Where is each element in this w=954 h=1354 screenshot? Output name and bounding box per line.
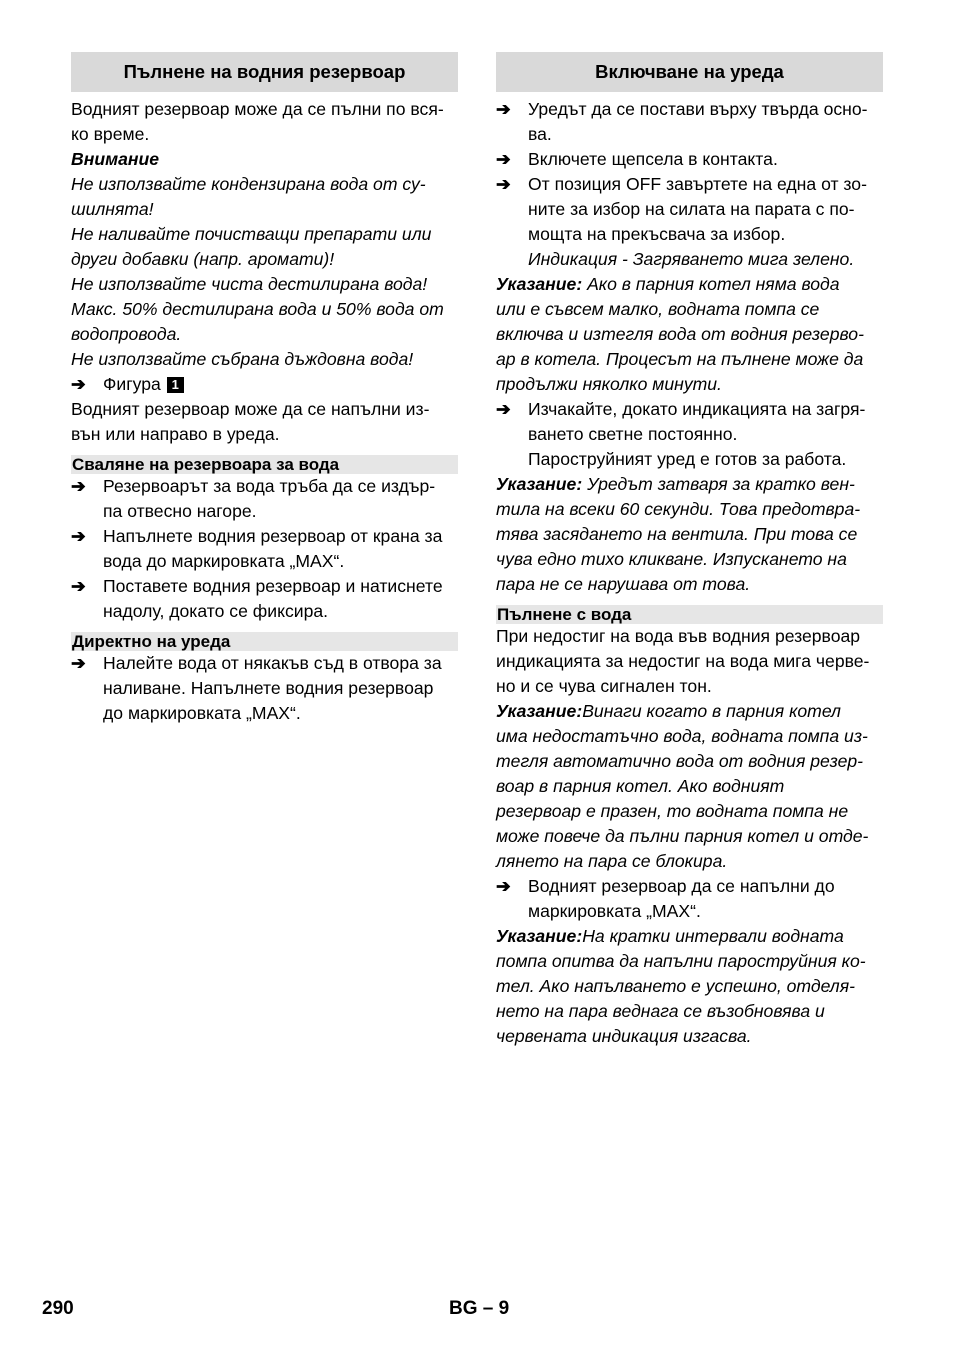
warning-label: Внимание <box>71 149 160 169</box>
list-item: ➔ Поставете водния резервоар и натиснете надолу, докато се фиксира. <box>71 576 443 621</box>
list-item: ➔ Водният резервоар да се напълни до маркировката „MAX“. <box>496 876 835 921</box>
arrow-right-icon: ➔ <box>71 476 86 496</box>
section-title-fill-tank: Пълнене на водния резервоар <box>71 52 458 92</box>
note-2: Указание: Уредът затваря за кратко вен- тила на всеки 60 секунди. Това предотвра- тява засядането на вентила. При това се чува едно тихо кликване. Изпускането на пара не се нарушава от това. <box>496 474 861 594</box>
fill-text: Водният резервоар може да се напълни из- вън или направо в уреда. <box>71 399 430 444</box>
arrow-right-icon: ➔ <box>71 526 86 546</box>
arrow-right-icon: ➔ <box>71 576 86 596</box>
note-3: Указание:Винаги когато в парния котел има недостатъчно вода, водната помпа из- тегля автоматично вода от водния резер- воар в парния котел. Ако водният резервоар е празен, то водната помпа не може повече да пълни парния котел и отде- лянето на пара се блокира. <box>496 701 869 871</box>
arrow-right-icon: ➔ <box>496 99 511 119</box>
note-1: Указание: Ако в парния котел няма вода или е съвсем малко, водната помпа се включва и изтегля вода от водния резерво- ар в котела. Процесът на пълнене може да продължи няколко минути. <box>496 274 864 394</box>
page-number: 290 <box>42 1298 74 1319</box>
list-item: ➔ Включете щепсела в контакта. <box>496 147 883 172</box>
subsection-title-fill-water: Пълнене с вода <box>496 605 883 624</box>
intro-text: Водният резервоар може да се пълни по вся- ко време. <box>71 99 444 144</box>
list-item: ➔ Уредът да се постави върху твърда осно- ва. <box>496 99 868 144</box>
left-column <box>71 52 458 726</box>
arrow-right-icon: ➔ <box>496 174 511 194</box>
list-item: ➔ Резервоарът за вода тръба да се издър- па отвесно нагоре. <box>71 476 436 521</box>
figure-reference: ➔ Фигура 1 <box>71 372 458 397</box>
note-4: Указание:На кратки интервали водната помпа опитва да напълни пароструйния ко- тел. Ако напълването е успешно, отделя- нето на пара веднага се възобновява и червената индикация изгасва. <box>496 926 866 1046</box>
list-item: ➔ Изчакайте, докато индикацията на загря- ването светне постоянно. <box>496 399 866 444</box>
list-item: ➔ Налейте вода от някакъв съд в отвора за наливане. Напълнете водния резервоар до маркировката „MAX“. <box>71 653 442 723</box>
arrow-right-icon: ➔ <box>496 876 511 896</box>
page-label: BG – 9 <box>449 1298 510 1319</box>
fill-water-text: При недостиг на вода във водния резервоар индикацията за недостиг на вода мига черве- но и се чува сигнален тон. <box>496 626 870 696</box>
subsection-title-direct: Директно на уреда <box>71 632 458 651</box>
indication-text: Индикация - Загряването мига зелено. <box>528 249 855 269</box>
arrow-right-icon: ➔ <box>496 399 511 419</box>
right-column <box>496 52 883 1049</box>
section-title-switch-on: Включване на уреда <box>496 52 883 92</box>
figure-number-badge: 1 <box>167 377 184 393</box>
subsection-title-remove-tank: Сваляне на резервоара за вода <box>71 455 458 474</box>
arrow-right-icon: ➔ <box>71 374 86 394</box>
ready-text: Пароструйният уред е готов за работа. <box>528 449 847 469</box>
arrow-right-icon: ➔ <box>71 653 86 673</box>
arrow-right-icon: ➔ <box>496 149 511 169</box>
list-item: ➔ Напълнете водния резервоар от крана за вода до маркировката „MAX“. <box>71 526 443 571</box>
list-item: ➔ От позиция OFF завъртете на една от зо- ните за избор на силата на парата с по- мощта на прекъсвача за избор. <box>496 174 867 244</box>
warning-text: Не използвайте кондензирана вода от су- шилнята! Не наливайте почистващи препарати или други добавки (напр. аромати)! Не използвайте чиста дестилирана вода! Макс. 50% дестилирана вода и 50% вода от водопровода. Не използвайте събрана дъждовна вода! <box>71 174 444 369</box>
